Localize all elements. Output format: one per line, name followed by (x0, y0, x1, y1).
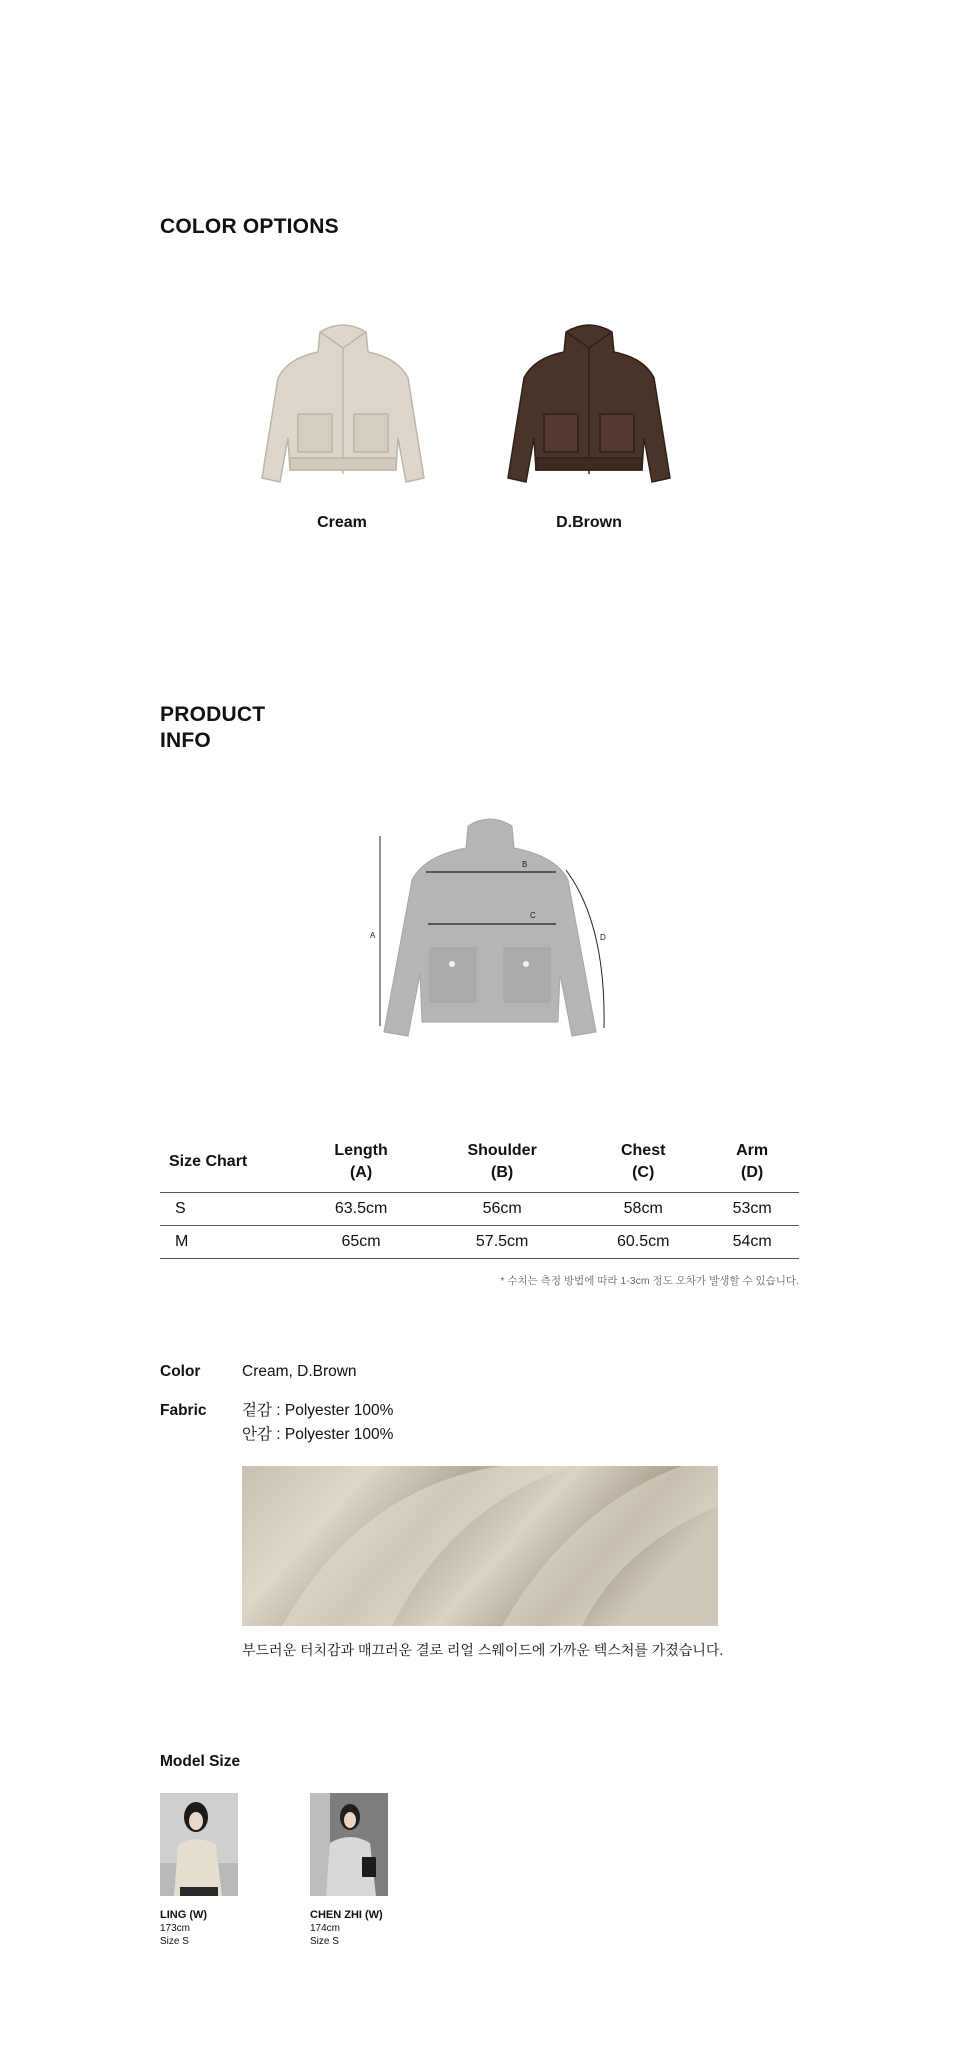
diagram-label-d: D (600, 933, 606, 942)
fabric-line-lining: 안감 : Polyester 100% (242, 1426, 394, 1443)
fabric-line-outer: 겉감 : Polyester 100% (242, 1402, 394, 1419)
product-info-heading (160, 702, 265, 754)
col-length-line2: (A) (349, 1164, 373, 1181)
color-detail-value: Cream, D.Brown (242, 1363, 357, 1380)
table-cell: 65cm (299, 1226, 423, 1259)
color-label-dbrown: D.Brown (556, 514, 622, 531)
model-size: Size S (160, 1936, 189, 1947)
model-photo-chen-zhi (310, 1793, 388, 1896)
size-chart-col-arm (705, 1134, 799, 1193)
size-chart-col-shoulder (423, 1134, 581, 1193)
model-size-heading: Model Size (160, 1753, 241, 1770)
model-height: 173cm (160, 1923, 191, 1934)
table-cell: 58cm (581, 1193, 705, 1226)
model-height: 174cm (310, 1923, 341, 1934)
model-card-ling (160, 1793, 310, 1947)
col-shoulder-line2: (B) (491, 1164, 514, 1181)
fabric-caption: 부드러운 터치감과 매끄러운 결로 리얼 스웨이드에 가까운 텍스처를 가졌습니다. (242, 1642, 724, 1658)
model-name: LING (W) (160, 1909, 208, 1921)
size-cell: S (160, 1193, 299, 1226)
table-cell: 60.5cm (581, 1226, 705, 1259)
table-cell: 57.5cm (423, 1226, 581, 1259)
jacket-dbrown-image (504, 318, 674, 488)
fabric-detail-value (242, 1399, 393, 1447)
table-cell: 54cm (705, 1226, 799, 1259)
product-info-heading-line2: INFO (160, 729, 211, 752)
col-shoulder-line1: Shoulder (467, 1142, 537, 1159)
measurement-diagram (360, 814, 620, 1040)
jacket-cream-image (258, 318, 428, 488)
color-options-heading: COLOR OPTIONS (160, 215, 339, 238)
model-card-chen-zhi (310, 1793, 460, 1947)
size-chart-corner: Size Chart (169, 1153, 248, 1170)
table-row (160, 1193, 799, 1226)
model-photo-ling (160, 1793, 238, 1896)
table-row (160, 1226, 799, 1259)
color-detail-label: Color (160, 1363, 201, 1380)
col-chest-line1: Chest (620, 1142, 666, 1159)
table-cell: 56cm (423, 1193, 581, 1226)
product-info-heading-line1: PRODUCT (160, 703, 266, 726)
size-cell: M (160, 1226, 299, 1259)
diagram-label-c: C (530, 911, 536, 920)
model-name: CHEN ZHI (W) (310, 1909, 383, 1921)
col-arm-line1: Arm (736, 1142, 769, 1159)
table-cell: 63.5cm (299, 1193, 423, 1226)
diagram-label-b: B (522, 860, 528, 869)
size-chart-col-length (299, 1134, 423, 1193)
col-length-line1: Length (334, 1142, 388, 1159)
table-cell: 53cm (705, 1193, 799, 1226)
fabric-detail-label: Fabric (160, 1402, 207, 1419)
size-chart-header-row (160, 1134, 799, 1193)
model-size: Size S (310, 1936, 339, 1947)
color-label-cream: Cream (317, 514, 367, 531)
col-arm-line2: (D) (741, 1164, 764, 1181)
diagram-label-a: A (370, 931, 376, 940)
fabric-texture-image (242, 1466, 718, 1626)
size-chart-table (160, 1134, 799, 1259)
size-chart-col-chest (581, 1134, 705, 1193)
col-chest-line2: (C) (632, 1164, 655, 1181)
size-chart-note: * 수치는 측정 방법에 따라 1-3cm 정도 오차가 발생할 수 있습니다. (500, 1275, 799, 1287)
